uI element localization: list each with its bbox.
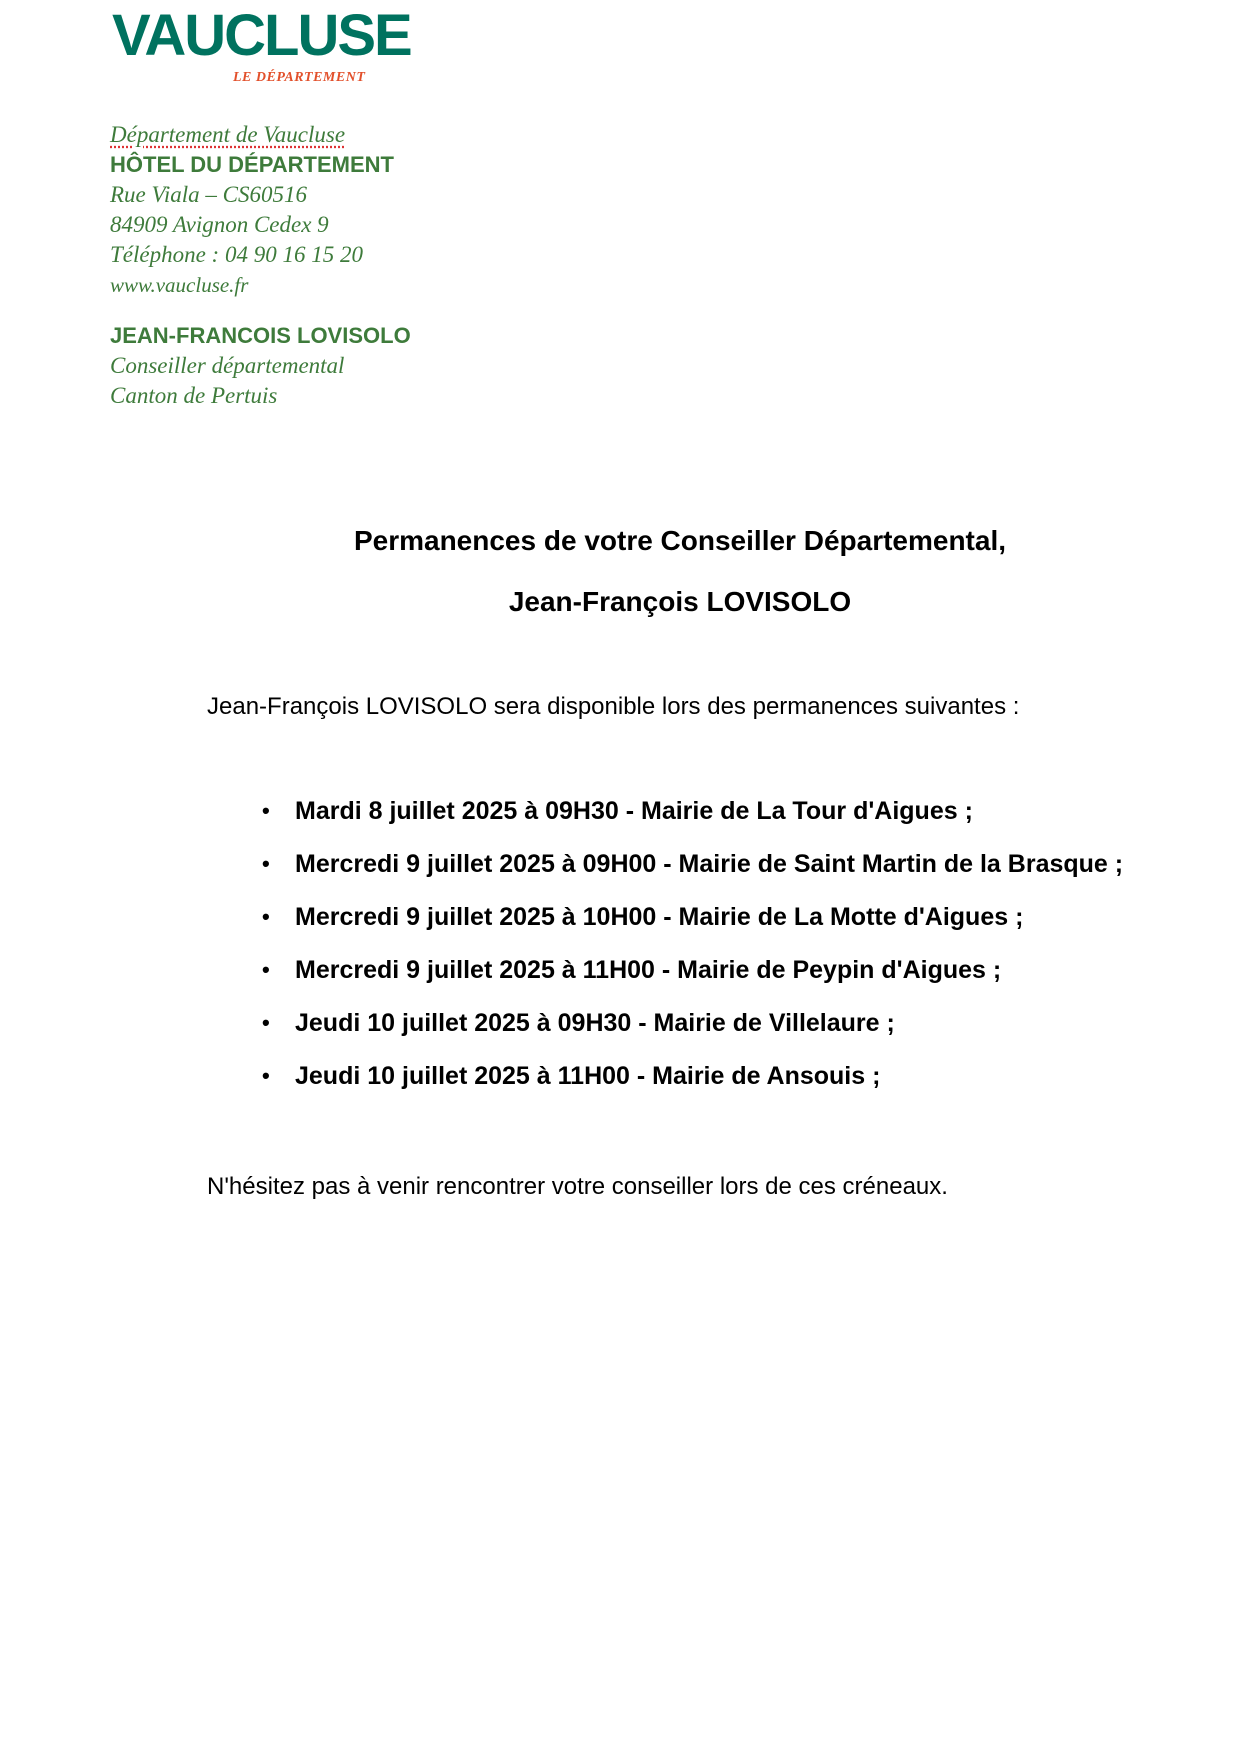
intro-paragraph: Jean-François LOVISOLO sera disponible lors des permanences suivantes : <box>207 693 1020 720</box>
sender-address-block <box>110 120 530 300</box>
permanence-list <box>262 796 1123 1114</box>
list-item <box>262 796 1123 849</box>
address-department: Département de Vaucluse <box>110 122 346 147</box>
list-item <box>262 955 1123 1008</box>
bullet-icon: • <box>262 798 270 823</box>
bullet-icon: • <box>262 957 270 982</box>
bullet-icon: • <box>262 1010 270 1035</box>
slot-text: Jeudi 10 juillet 2025 à 11H00 - Mairie de Ansouis ; <box>295 1062 881 1090</box>
address-phone: Téléphone : 04 90 16 15 20 <box>110 242 363 267</box>
vaucluse-logo <box>112 0 411 90</box>
address-hotel: HÔTEL DU DÉPARTEMENT <box>110 152 394 177</box>
closing-paragraph: N'hésitez pas à venir rencontrer votre conseiller lors de ces créneaux. <box>207 1173 948 1200</box>
slot-text: Mercredi 9 juillet 2025 à 10H00 - Mairie de La Motte d'Aigues ; <box>295 903 1024 931</box>
logo-tagline: LE DÉPARTEMENT <box>233 70 366 85</box>
slot-text: Mercredi 9 juillet 2025 à 09H00 - Mairie de Saint Martin de la Brasque ; <box>295 850 1124 878</box>
slot-text: Mardi 8 juillet 2025 à 09H30 - Mairie de La Tour d'Aigues ; <box>295 797 973 825</box>
document-title-line-2: Jean-François LOVISOLO <box>508 586 852 617</box>
councillor-canton: Canton de Pertuis <box>110 383 278 408</box>
councillor-block <box>110 321 530 411</box>
bullet-icon: • <box>262 1063 270 1088</box>
document-title-line-1: Permanences de votre Conseiller Départemental, <box>353 525 1007 556</box>
address-website: www.vaucluse.fr <box>110 273 249 297</box>
bullet-icon: • <box>262 851 270 876</box>
address-city: 84909 Avignon Cedex 9 <box>110 212 329 237</box>
slot-text: Jeudi 10 juillet 2025 à 09H30 - Mairie de Villelaure ; <box>295 1009 895 1037</box>
list-item <box>262 1008 1123 1061</box>
slot-text: Mercredi 9 juillet 2025 à 11H00 - Mairie de Peypin d'Aigues ; <box>295 956 1002 984</box>
logo-wordmark: VAUCLUSE <box>112 3 411 68</box>
list-item <box>262 849 1123 902</box>
councillor-name: JEAN-FRANCOIS LOVISOLO <box>110 323 411 348</box>
bullet-icon: • <box>262 904 270 929</box>
list-item <box>262 902 1123 955</box>
list-item <box>262 1061 1123 1114</box>
councillor-role: Conseiller départemental <box>110 353 345 378</box>
address-street: Rue Viala – CS60516 <box>110 182 307 207</box>
